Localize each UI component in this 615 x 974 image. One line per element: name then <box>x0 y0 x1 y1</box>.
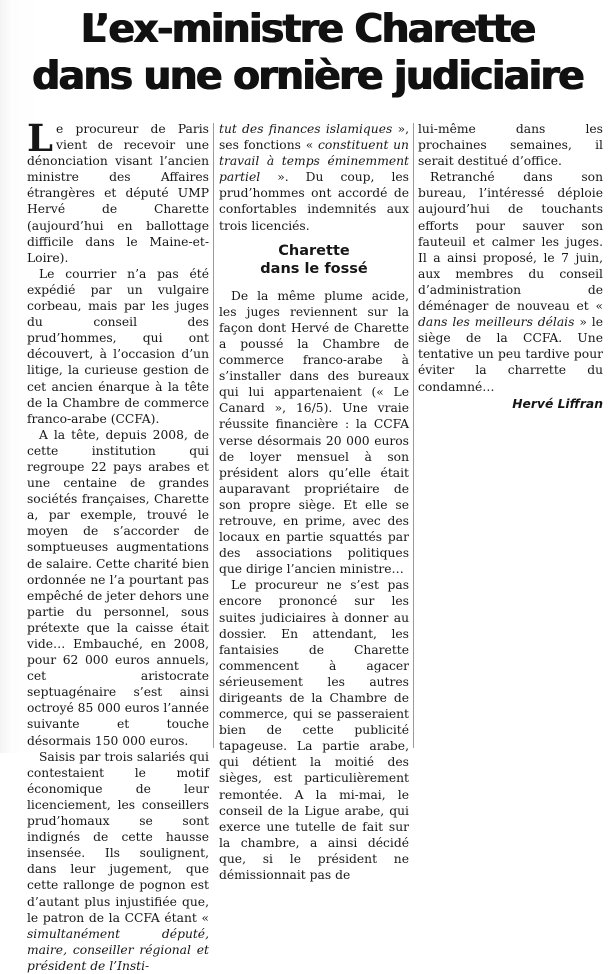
subheading-line-1: Charette <box>278 242 350 259</box>
quote-partial-work: constituent un travail à temps éminemment partiel <box>219 138 409 185</box>
paragraph-4-quote: simultanément député, maire, conseiller régional et président de l’Insti- <box>27 926 209 973</box>
headline-line-2: dans une ornière judiciaire <box>32 54 583 99</box>
author-signature: Hervé Liffran <box>512 396 603 411</box>
paragraph-4-continued <box>219 121 409 234</box>
paragraph-7-end: » le siège de la CCFA. Une tentative un peu tardive pour éviter la charrette du condamné… <box>418 315 603 394</box>
column-rule-1 <box>213 123 214 748</box>
paragraph-1 <box>27 116 209 266</box>
paragraph-4 <box>27 749 209 974</box>
subheading <box>219 242 409 278</box>
quote-continued: tut des finances islamiques <box>219 122 393 136</box>
paragraph-3: A la tête, depuis 2008, de cette institution qui regroupe 22 pays arabes et une centaine de grandes sociétés françaises, Charette a, par exemple, trouvé le moyen de s’accorder de somptueuses augmentations de salaire. Cette charité bien ordonnée ne l’a pourtant pas empêché de jeter dehors une partie du personnel, sous prétexte que la caisse était vide… Embauché, en 2008, pour 62 000 euros annuels, cet aristocrate septuagénaire s’est ainsi octroyé 85 000 euros l’année suivante et touche désormais 150 000 euros. <box>27 427 209 748</box>
paragraph-1-text: e procureur de Paris vient de recevoir une dénonciation visant l’ancien ministre des Affaires étrangères et député UMP Hervé de Charette (aujourd’hui en ballottage difficile dans le Maine-et-Loire). <box>27 122 209 265</box>
article-column-2 <box>219 121 409 883</box>
paragraph-7 <box>418 169 603 394</box>
paragraph-6-continued: lui-même dans les prochaines semaines, il serait destitué d’office. <box>418 122 603 169</box>
paragraph-2: Le courrier n’a pas été expédié par un vulgaire corbeau, mais par les juges du conseil des prud’hommes, qui ont découvert, à l’occasion d’un litige, la curieuse gestion de cet ancien énarque à la tête de la Chambre de commerce franco-arabe (CCFA). <box>27 266 209 426</box>
subheading-line-2: dans le fossé <box>260 260 368 277</box>
headline-line-1: L’ex-ministre Charette <box>80 7 535 52</box>
paragraph-4-end: ». Du coup, les prud’hommes ont accordé de confortables indemnités aux trois licenciés. <box>219 170 409 233</box>
paragraph-5: De la même plume acide, les juges reviennent sur la façon dont Hervé de Charette a poussé la Chambre de commerce franco-arabe à s’installer dans des bureaux qui lui appartenaient (« Le Canard », 16/5). Une vraie réussite financière : la CCFA verse désormais 20 000 euros de loyer mensuel à son président alors qu’elle était auparavant propriétaire de son propre siège. Et elle se retrouve, en prime, avec des locaux en partie squattés par des associations politiques que dirige l’ancien ministre… <box>219 288 409 577</box>
column-rule-2 <box>413 123 414 748</box>
quote-bridge: », ses fonctions « <box>219 122 409 153</box>
article-column-3 <box>418 121 603 412</box>
article-column-1 <box>27 116 209 974</box>
paragraph-7-text: Retranché dans son bureau, l’intéressé déploie aujourd’hui de touchants efforts pour sauver son fauteuil et calmer les juges. Il a ainsi proposé, le 7 juin, aux membres du conseil d’administration de déménager de nouveau et « <box>418 170 603 314</box>
article-headline <box>0 6 615 100</box>
paragraph-4-text: Saisis par trois salariés qui contestaient le motif économique de leur licenciement, les conseillers prud’homaux se sont indignés de cette hausse insensée. Ils soulignent, dans leur jugement, que cette rallonge de pognon est d’autant plus injustifiée que, le patron de la CCFA étant « <box>27 749 209 925</box>
drop-cap: L <box>27 116 54 160</box>
paragraph-7-quote: dans les meilleurs délais <box>418 315 575 330</box>
paragraph-6: Le procureur ne s’est pas encore prononcé sur les suites judiciaires à donner au dossier. En attendant, les fantaisies de Charette commencent à agacer sérieusement les autres dirigeants de la Chambre de commerce, qui se passeraient bien de cette publicité tapageuse. La partie arabe, qui détient la moitié des sièges, est particulièrement remontée. A la mi-mai, le conseil de la Ligue arabe, qui exerce une tutelle de fait sur la chambre, a ainsi décidé que, si le président ne démissionnait pas de <box>219 578 409 883</box>
